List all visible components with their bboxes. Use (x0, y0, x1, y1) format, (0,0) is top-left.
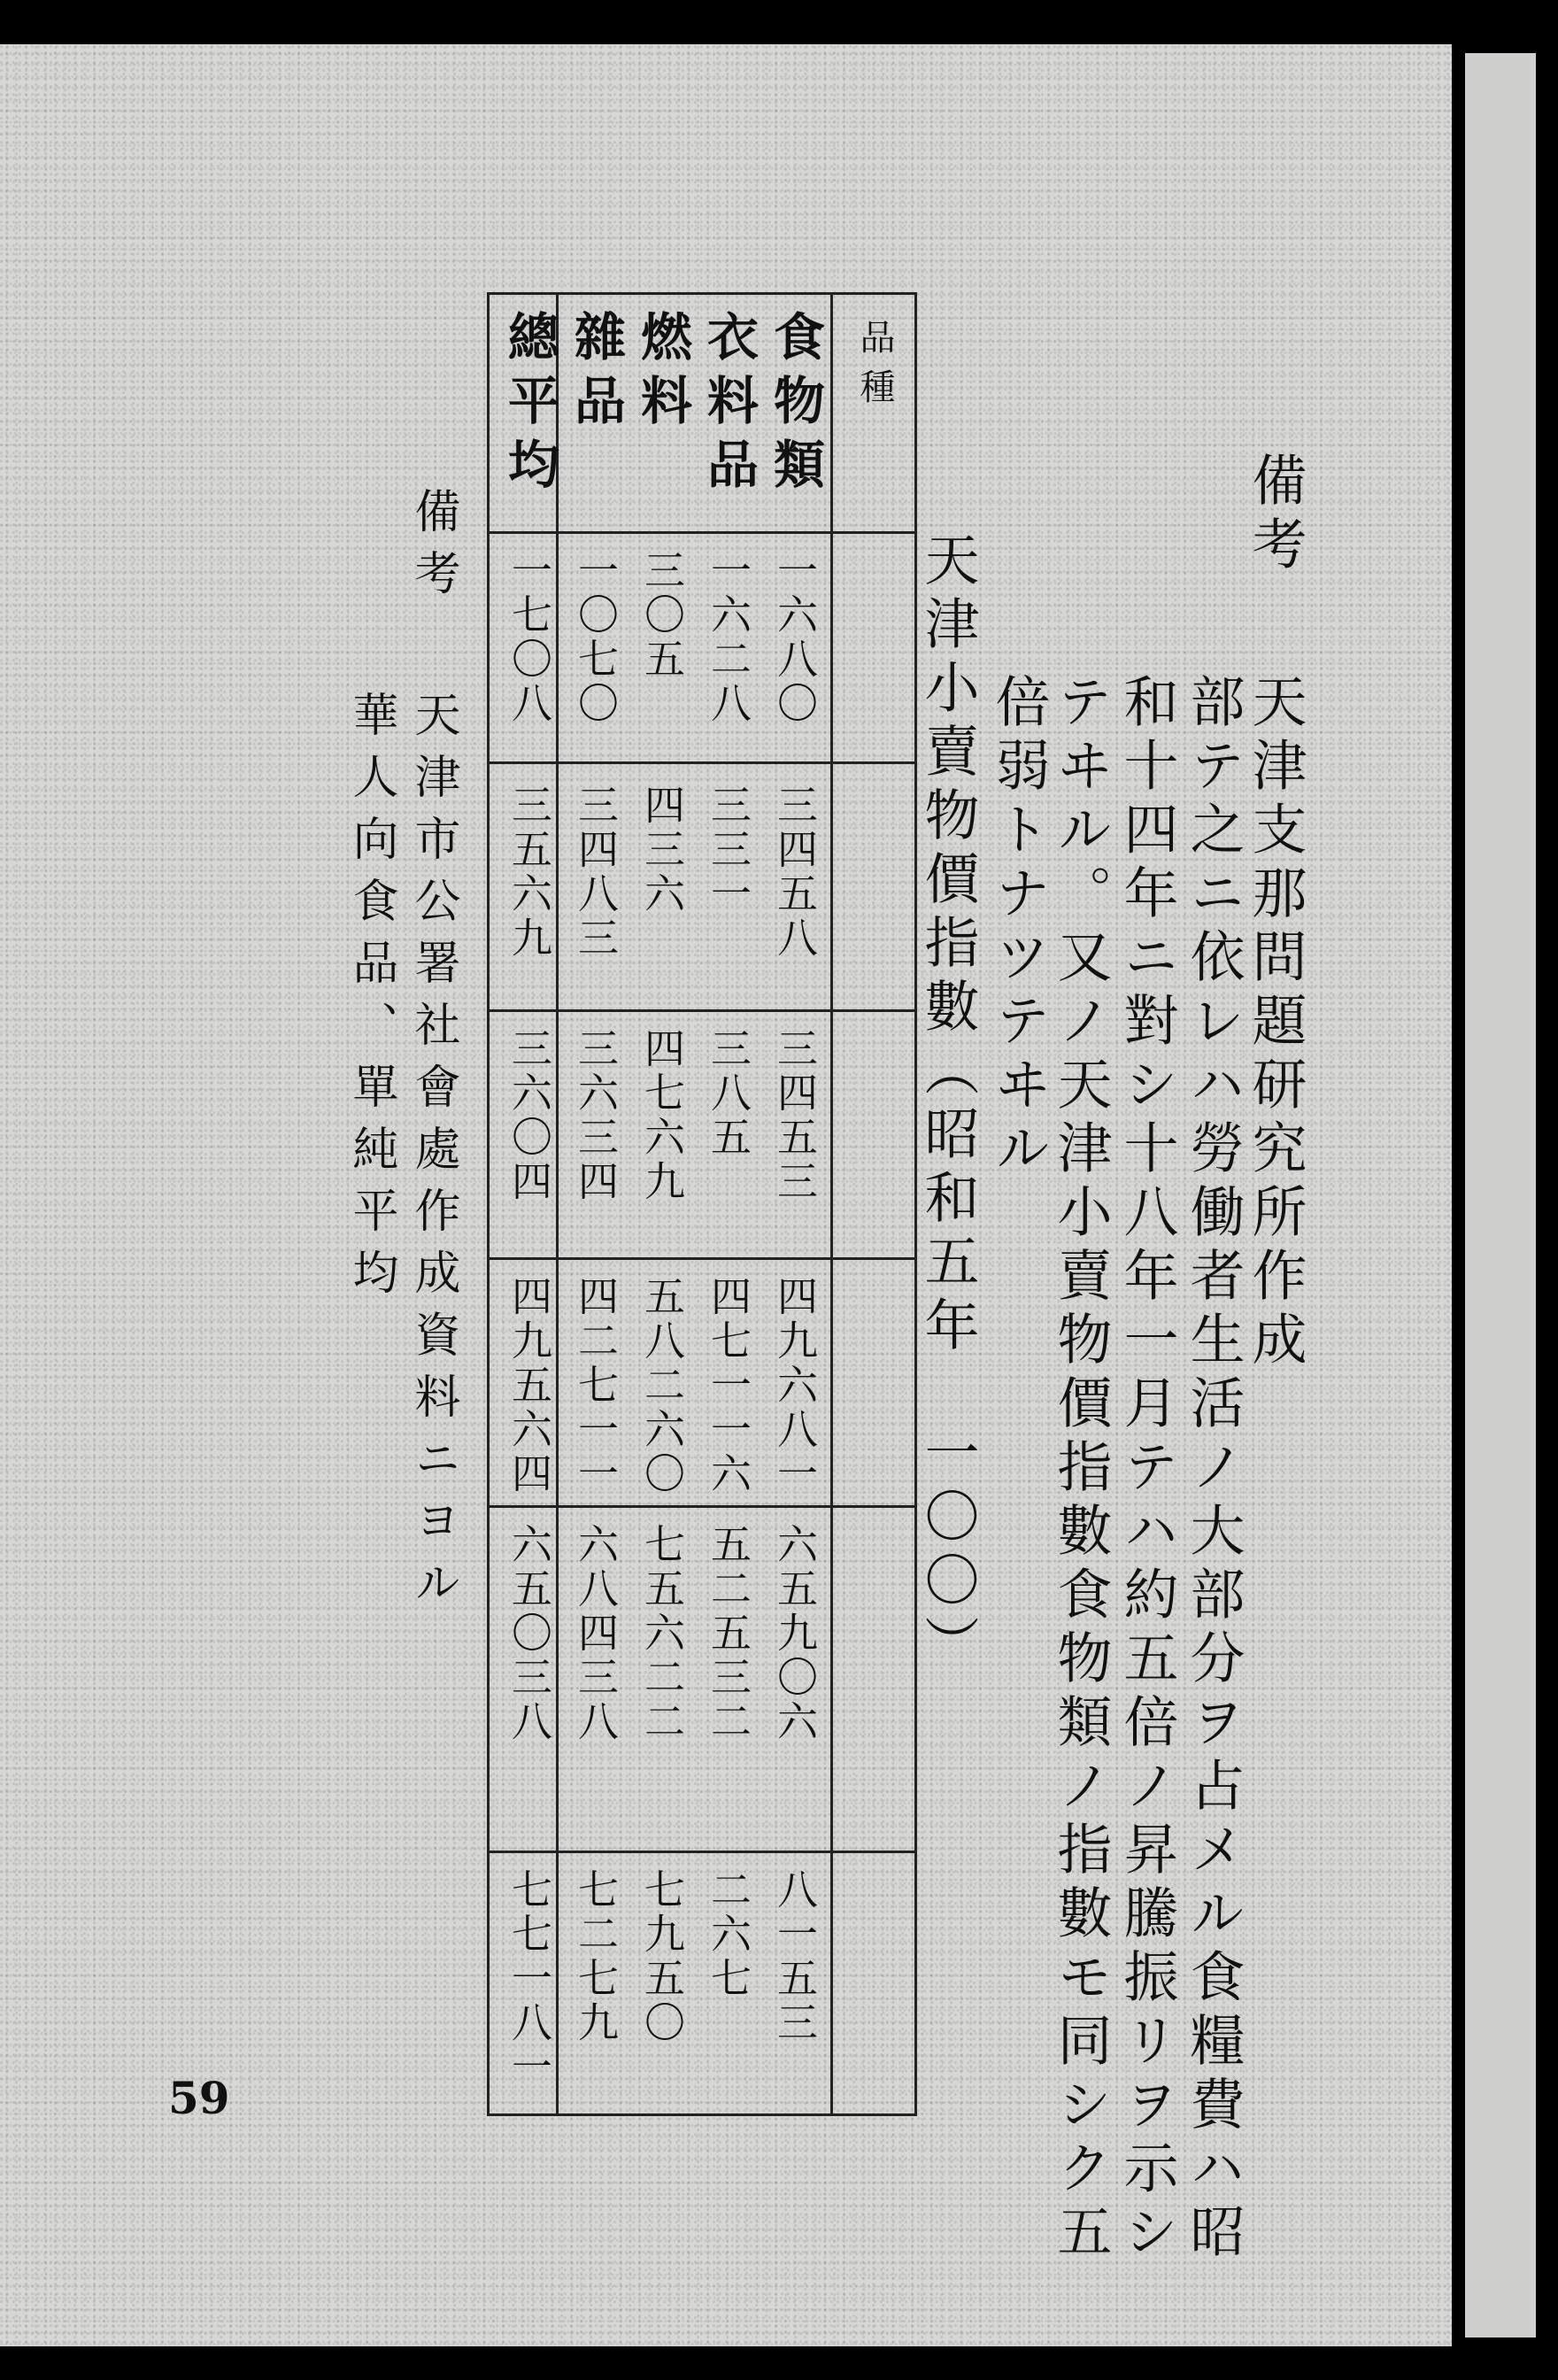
cell-clothing-2: 三三一 (705, 784, 752, 916)
cell-average-3: 三六〇四 (505, 1027, 553, 1204)
cell-average-2: 三五六九 (505, 784, 553, 961)
row-column-clothing (693, 292, 764, 2116)
row-column-fuel (627, 292, 698, 2116)
cell-fuel-4: 五八二六〇 (638, 1275, 686, 1496)
cell-misc-2: 三四八三 (572, 784, 620, 961)
cell-fuel-1: 三〇五 (638, 549, 686, 682)
cell-food-3: 三四五三 (771, 1027, 819, 1204)
next-page-edge (1465, 53, 1536, 2338)
price-index-table (487, 292, 917, 2116)
cell-clothing-6: 二六七 (705, 1868, 752, 2001)
cell-fuel-3: 四七六九 (638, 1027, 686, 1204)
cell-misc-4: 四二七一一 (572, 1275, 620, 1496)
row-column-misc (560, 292, 631, 2116)
stub-column (839, 292, 910, 2116)
cell-misc-1: 一〇七〇 (572, 549, 620, 726)
header-note-label: 備考 (1243, 452, 1307, 579)
cell-clothing-1: 一六二八 (705, 549, 752, 726)
cell-average-1: 一七〇八 (505, 549, 553, 726)
row-label-average: 總平均 (499, 310, 559, 501)
cell-food-1: 一六八〇 (771, 549, 819, 726)
cell-food-4: 四九六八一 (771, 1275, 819, 1496)
cell-misc-5: 六八四三八 (572, 1523, 620, 1744)
cell-misc-6: 七二七九 (572, 1868, 620, 2045)
cell-clothing-4: 四七一一六 (705, 1275, 752, 1496)
stub-header: 品種 (854, 319, 895, 418)
header-note-line-3: 和十四年ニ對シ十八年一月テハ約五倍ノ昇騰振リヲ示シ (1115, 673, 1179, 2267)
header-note-line-5: 倍弱トナツテヰル (986, 673, 1051, 1183)
row-label-misc: 雜品 (566, 310, 626, 437)
header-note-line-4: テヰル。又ノ天津小賣物價指數食物類ノ指數モ同シク五 (1048, 673, 1113, 2267)
cell-average-6: 七七一八一 (505, 1868, 553, 2090)
row-label-food: 食物類 (765, 310, 825, 501)
cell-average-5: 六五〇三八 (505, 1523, 553, 1744)
page-number: 59 (168, 2072, 230, 2124)
cell-fuel-5: 七五六二二 (638, 1523, 686, 1744)
row-label-clothing: 衣料品 (698, 310, 759, 501)
cell-food-5: 六五九〇六 (771, 1523, 819, 1744)
row-column-food (760, 292, 830, 2116)
cell-misc-3: 三六三四 (572, 1027, 620, 1204)
cell-average-4: 四九五六四 (505, 1275, 553, 1496)
footer-note-label: 備考 (406, 487, 459, 611)
table-title: 天津小賣物價指數（昭和五年 一〇〇） (915, 531, 980, 1679)
row-column-average (494, 292, 565, 2116)
cell-food-6: 八一五三 (771, 1868, 819, 2045)
row-label-fuel: 燃料 (632, 310, 692, 437)
footer-note-line-1: 天津市公署社會處作成資料ニヨル (406, 691, 459, 1620)
header-note-line-1: 天津支那問題研究所作成 (1243, 673, 1307, 1374)
cell-clothing-3: 三八五 (705, 1027, 752, 1160)
cell-fuel-2: 四三六 (638, 784, 686, 916)
cell-fuel-6: 七九五〇 (638, 1868, 686, 2045)
header-note-line-2: 部テ之ニ依レハ勞働者生活ノ大部分ヲ占メル食糧費ハ昭 (1181, 673, 1246, 2267)
cell-food-2: 三四五八 (771, 784, 819, 961)
footer-note-line-2: 華人向食品、單純平均 (344, 691, 397, 1310)
cell-clothing-5: 五二五三二 (705, 1523, 752, 1744)
